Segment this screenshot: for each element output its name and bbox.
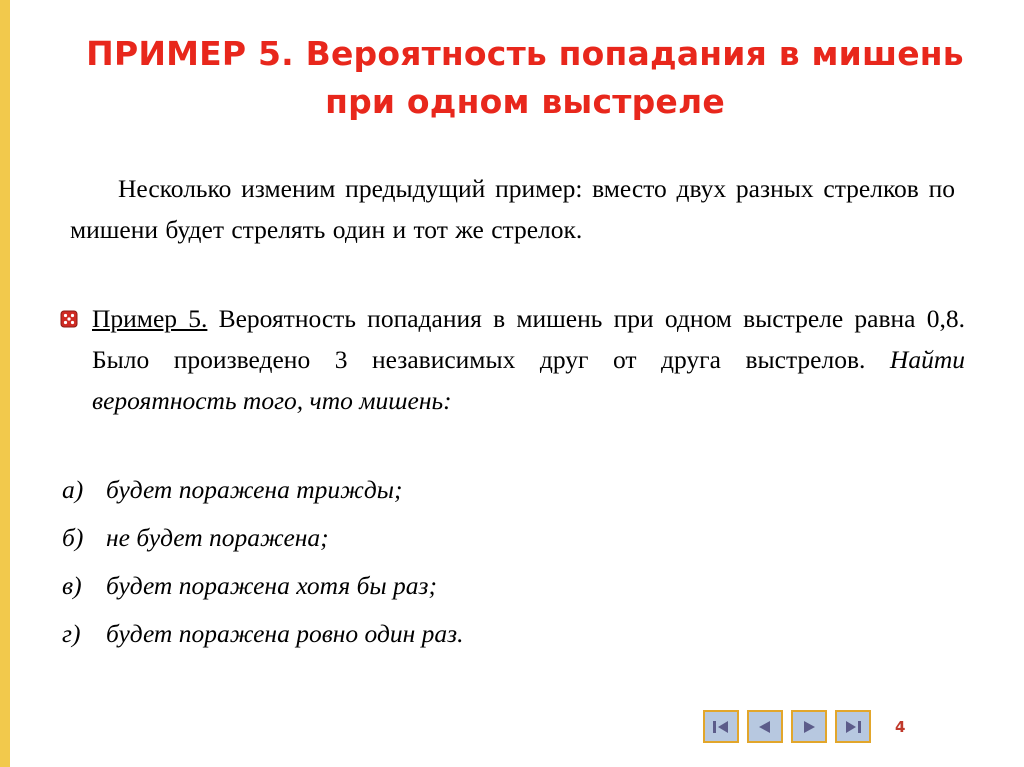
list-item (62, 523, 962, 571)
problem-lead: Пример 5. (92, 304, 208, 333)
problem-row (60, 298, 965, 421)
play-forward-icon (799, 719, 819, 735)
problem-statement (60, 298, 965, 421)
list-item (62, 619, 962, 667)
answer-text: будет поражена трижды; (106, 475, 403, 504)
slide-navigation (703, 710, 871, 743)
red-dice-bullet-icon (60, 308, 78, 330)
answer-list (62, 475, 962, 667)
last-slide-button[interactable] (835, 710, 871, 743)
problem-question: Найти вероятность того, что мишень: (92, 345, 965, 415)
answer-label: б) (62, 523, 84, 552)
page-number: 4 (895, 718, 906, 736)
left-accent-bar-highlight (10, 0, 13, 767)
list-item (62, 571, 962, 619)
problem-body: Вероятность попадания в мишень при одном выстреле равна 0,8. Было произведено 3 независимых друг от друга выстрелов. (92, 304, 965, 374)
answer-text: будет поражена ровно один раз. (106, 619, 464, 648)
problem-text (92, 298, 965, 421)
first-slide-button[interactable] (703, 710, 739, 743)
skip-to-end-icon (843, 719, 863, 735)
play-backward-icon (755, 719, 775, 735)
answer-label: г) (62, 619, 81, 648)
left-accent-bar (0, 0, 10, 767)
answer-text: будет поражена хотя бы раз; (106, 571, 437, 600)
answer-text: не будет поражена; (106, 523, 329, 552)
answer-label: а) (62, 475, 84, 504)
intro-paragraph: Несколько изменим предыдущий пример: вместо двух разных стрелков по мишени будет стрелять один и тот же стрелок. (70, 174, 955, 244)
previous-slide-button[interactable] (747, 710, 783, 743)
next-slide-button[interactable] (791, 710, 827, 743)
page-title: ПРИМЕР 5. Вероятность попадания в мишень при одном выстреле (86, 34, 964, 121)
skip-to-start-icon (711, 719, 731, 735)
list-item (62, 475, 962, 523)
answer-label: в) (62, 571, 82, 600)
